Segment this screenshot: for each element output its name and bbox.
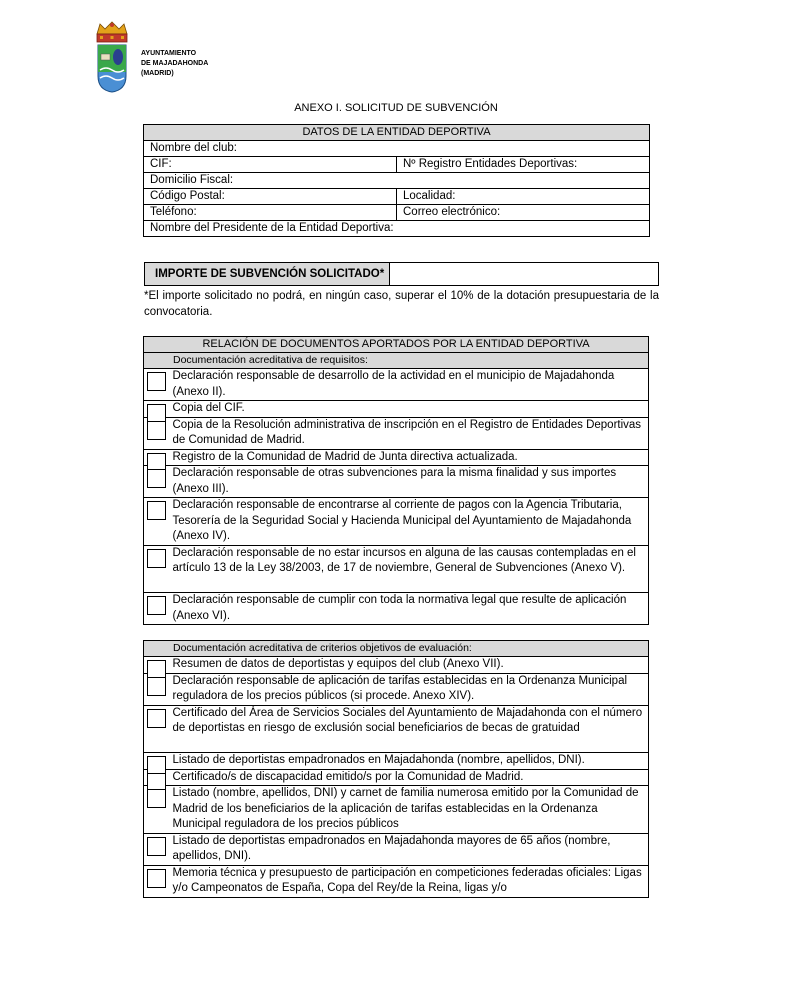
document-row bbox=[144, 369, 649, 401]
checkbox-cell bbox=[144, 369, 172, 401]
checkbox-cell bbox=[144, 498, 172, 546]
document-checkbox[interactable] bbox=[147, 549, 166, 568]
page-title: ANEXO I. SOLICITUD DE SUBVENCIÓN bbox=[294, 102, 498, 114]
checkbox-cell bbox=[144, 786, 172, 834]
checkbox-cell bbox=[144, 769, 172, 786]
document-row bbox=[144, 769, 649, 786]
document-row bbox=[144, 657, 649, 674]
document-label: Declaración responsable de no estar incursos en alguna de las causas contempladas en el artículo 13 de la Ley 38/2003, de 17 de noviembre, General de Subvenciones (Anexo V). bbox=[172, 545, 649, 593]
document-row bbox=[144, 673, 649, 705]
org-line: (MADRID) bbox=[141, 70, 174, 77]
checkbox-cell bbox=[144, 753, 172, 770]
document-label: Resumen de datos de deportistas y equipos del club (Anexo VII). bbox=[172, 657, 649, 674]
checkbox-cell bbox=[144, 466, 172, 498]
documents-heading: RELACIÓN DE DOCUMENTOS APORTADOS POR LA ENTIDAD DEPORTIVA bbox=[144, 337, 649, 353]
document-row bbox=[144, 401, 649, 418]
document-label: Certificado del Área de Servicios Sociales del Ayuntamiento de Majadahonda con el número de deportistas en riesgo de exclusión social beneficiarios de becas de gratuidad bbox=[172, 705, 649, 753]
document-label: Declaración responsable de otras subvenciones para la misma finalidad y sus importes (Anexo III). bbox=[172, 466, 649, 498]
document-checkbox[interactable] bbox=[147, 421, 166, 440]
org-line: AYUNTAMIENTO bbox=[141, 50, 197, 57]
document-row bbox=[144, 786, 649, 834]
org-line: DE MAJADAHONDA bbox=[141, 60, 209, 67]
checkbox-cell bbox=[144, 833, 172, 865]
coat-of-arms-logo bbox=[94, 20, 130, 94]
requested-amount-label: IMPORTE DE SUBVENCIÓN SOLICITADO* bbox=[145, 263, 390, 285]
document-checkbox[interactable] bbox=[147, 596, 166, 615]
document-row bbox=[144, 466, 649, 498]
document-row bbox=[144, 449, 649, 466]
document-label: Copia de la Resolución administrativa de inscripción en el Registro de Entidades Deportivas de Comunidad de Madrid. bbox=[172, 417, 649, 449]
amount-note: *El importe solicitado no podrá, en ningún caso, superar el 10% de la dotación presupuestaria de la convocatoria. bbox=[144, 290, 659, 318]
document-checkbox[interactable] bbox=[147, 709, 166, 728]
organization-name bbox=[141, 49, 208, 79]
checkbox-cell bbox=[144, 865, 172, 897]
fiscal-address-field[interactable]: Domicilio Fiscal: bbox=[144, 173, 650, 189]
document-checkbox[interactable] bbox=[147, 837, 166, 856]
document-label: Certificado/s de discapacidad emitido/s por la Comunidad de Madrid. bbox=[172, 769, 649, 786]
document-label: Listado (nombre, apellidos, DNI) y carnet de familia numerosa emitido por la Comunidad de Madrid de los beneficiarios de la aplicación de tarifas establecidas en la Ordenanza Municipal reguladora de los precios públicos bbox=[172, 786, 649, 834]
checkbox-cell bbox=[144, 545, 172, 593]
document-row bbox=[144, 593, 649, 625]
criteria-table bbox=[143, 640, 649, 898]
postal-code-field[interactable]: Código Postal: bbox=[144, 189, 397, 205]
checkbox-cell bbox=[144, 657, 172, 674]
checkbox-cell bbox=[144, 401, 172, 418]
document-label: Declaración responsable de aplicación de tarifas establecidas en la Ordenanza Municipal reguladora de los precios públicos (si procede. Anexo XIV). bbox=[172, 673, 649, 705]
cif-field[interactable]: CIF: bbox=[144, 157, 397, 173]
requested-amount-input[interactable] bbox=[390, 263, 658, 285]
document-row bbox=[144, 753, 649, 770]
document-label: Listado de deportistas empadronados en Majadahonda (nombre, apellidos, DNI). bbox=[172, 753, 649, 770]
requested-amount-box bbox=[144, 262, 659, 286]
document-row bbox=[144, 417, 649, 449]
registry-number-field[interactable]: Nº Registro Entidades Deportivas: bbox=[397, 157, 650, 173]
document-checkbox[interactable] bbox=[147, 469, 166, 488]
requirements-heading: Documentación acreditativa de requisitos: bbox=[144, 353, 649, 369]
locality-field[interactable]: Localidad: bbox=[397, 189, 650, 205]
document-checkbox[interactable] bbox=[147, 501, 166, 520]
document-checkbox[interactable] bbox=[147, 677, 166, 696]
email-field[interactable]: Correo electrónico: bbox=[397, 205, 650, 221]
document-label: Copia del CIF. bbox=[172, 401, 649, 418]
document-label: Memoria técnica y presupuesto de participación en competiciones federadas oficiales: Ligas y/o Campeonatos de España, Copa del Rey/de la Reina, ligas y/o bbox=[172, 865, 649, 897]
document-label: Registro de la Comunidad de Madrid de Junta directiva actualizada. bbox=[172, 449, 649, 466]
checkbox-cell bbox=[144, 449, 172, 466]
document-row bbox=[144, 498, 649, 546]
document-row bbox=[144, 865, 649, 897]
document-row bbox=[144, 545, 649, 593]
document-checkbox[interactable] bbox=[147, 372, 166, 391]
checkbox-cell bbox=[144, 705, 172, 753]
checkbox-cell bbox=[144, 417, 172, 449]
document-label: Listado de deportistas empadronados en Majadahonda mayores de 65 años (nombre, apellidos, DNI). bbox=[172, 833, 649, 865]
document-row bbox=[144, 833, 649, 865]
president-name-field[interactable]: Nombre del Presidente de la Entidad Deportiva: bbox=[144, 221, 650, 237]
entity-data-heading: DATOS DE LA ENTIDAD DEPORTIVA bbox=[144, 125, 650, 141]
documents-table bbox=[143, 336, 649, 625]
criteria-heading: Documentación acreditativa de criterios objetivos de evaluación: bbox=[144, 641, 649, 657]
checkbox-cell bbox=[144, 593, 172, 625]
document-row bbox=[144, 705, 649, 753]
club-name-field[interactable]: Nombre del club: bbox=[144, 141, 650, 157]
phone-field[interactable]: Teléfono: bbox=[144, 205, 397, 221]
document-label: Declaración responsable de cumplir con toda la normativa legal que resulte de aplicación (Anexo VI). bbox=[172, 593, 649, 625]
document-label: Declaración responsable de encontrarse al corriente de pagos con la Agencia Tributaria, Tesorería de la Seguridad Social y Hacienda Municipal del Ayuntamiento de Majadahonda (Anexo IV). bbox=[172, 498, 649, 546]
checkbox-cell bbox=[144, 673, 172, 705]
entity-data-table bbox=[143, 124, 650, 237]
document-checkbox[interactable] bbox=[147, 789, 166, 808]
document-label: Declaración responsable de desarrollo de la actividad en el municipio de Majadahonda (Anexo II). bbox=[172, 369, 649, 401]
document-checkbox[interactable] bbox=[147, 869, 166, 888]
